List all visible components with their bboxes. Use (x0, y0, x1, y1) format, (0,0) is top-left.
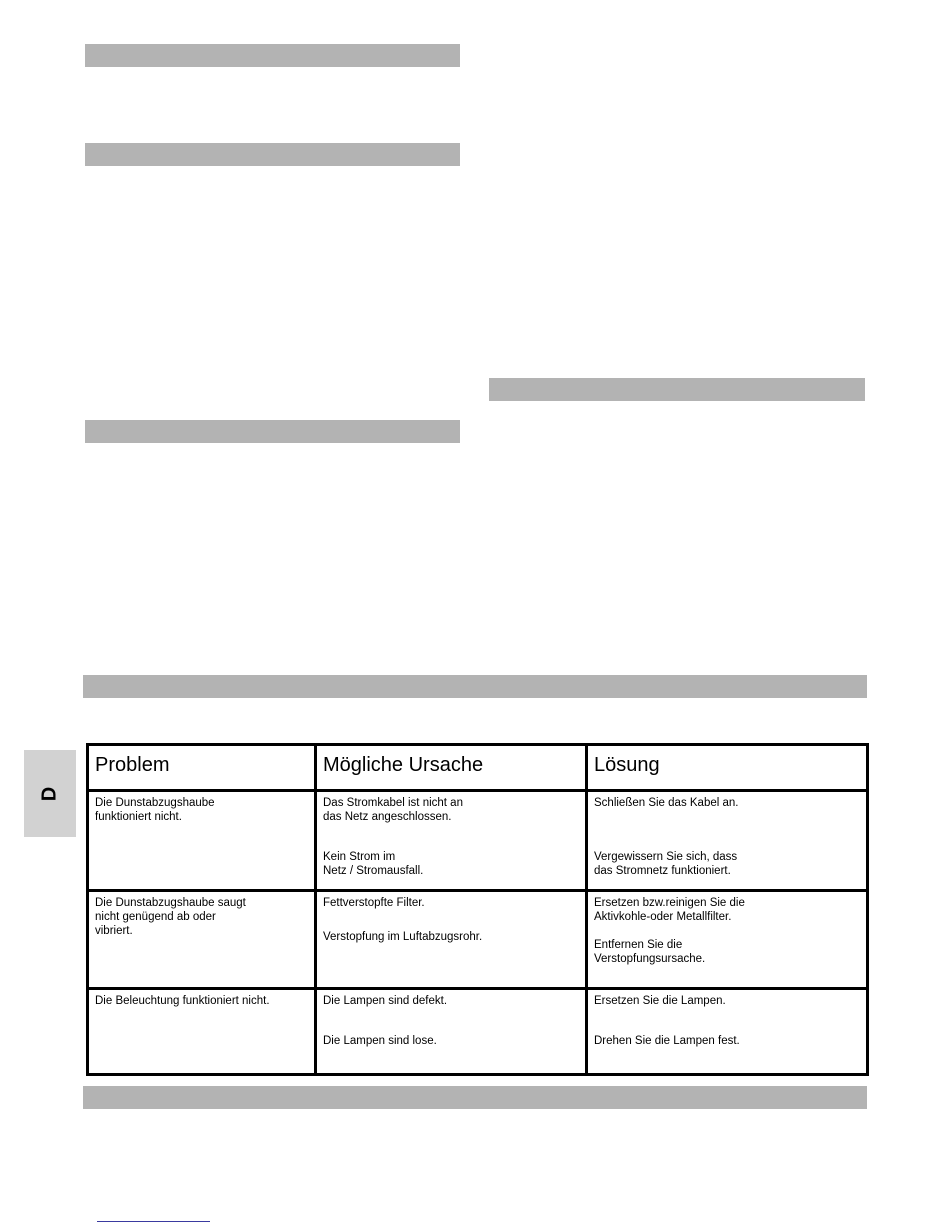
section-bar-1 (85, 44, 460, 67)
section-bar-4 (85, 420, 460, 443)
cause-text: Verstopfung im Luftabzugsrohr. (323, 931, 483, 943)
cause-cell (316, 791, 587, 891)
table-row (88, 891, 868, 989)
header-solution: Lösung (587, 745, 868, 791)
solution-text: Schließen Sie das Kabel an. (594, 797, 739, 809)
problem-cell (88, 989, 316, 1075)
problem-text: Die Dunstabzugshaube funktioniert nicht. (95, 797, 215, 823)
troubleshooting-table (86, 743, 869, 1076)
header-cause: Mögliche Ursache (316, 745, 587, 791)
solution-cell (587, 791, 868, 891)
problem-text: Die Dunstabzugshaube saugt nicht genügend ab oder vibriert. (95, 897, 246, 937)
table-row (88, 989, 868, 1075)
cause-text: Die Lampen sind lose. (323, 1035, 437, 1047)
solution-text: Drehen Sie die Lampen fest. (594, 1035, 740, 1047)
solution-text: Ersetzen Sie die Lampen. (594, 995, 726, 1007)
problem-cell (88, 791, 316, 891)
cause-text: Die Lampen sind defekt. (323, 995, 448, 1007)
solution-text: Ersetzen bzw.reinigen Sie die Aktivkohle-oder Metallfilter. (594, 897, 745, 923)
solution-cell (587, 891, 868, 989)
section-bar-3 (489, 378, 865, 401)
bottom-rule (97, 1221, 210, 1222)
language-tab-label: D (38, 786, 61, 801)
problem-cell (88, 891, 316, 989)
language-tab (24, 750, 76, 837)
cause-text: Fettverstopfte Filter. (323, 897, 425, 909)
header-problem: Problem (88, 745, 316, 791)
table-header-row (88, 745, 868, 791)
problem-text: Die Beleuchtung funktioniert nicht. (95, 995, 270, 1007)
section-bar-2 (85, 143, 460, 166)
cause-cell (316, 989, 587, 1075)
section-bar-troubleshooting (83, 675, 867, 698)
cause-text: Kein Strom im Netz / Stromausfall. (323, 851, 424, 877)
solution-text: Entfernen Sie die Verstopfungsursache. (594, 939, 706, 965)
solution-text: Vergewissern Sie sich, dass das Stromnetz funktioniert. (594, 851, 738, 877)
table-row (88, 791, 868, 891)
section-bar-bottom (83, 1086, 867, 1109)
solution-cell (587, 989, 868, 1075)
cause-cell (316, 891, 587, 989)
cause-text: Das Stromkabel ist nicht an das Netz angeschlossen. (323, 797, 463, 823)
